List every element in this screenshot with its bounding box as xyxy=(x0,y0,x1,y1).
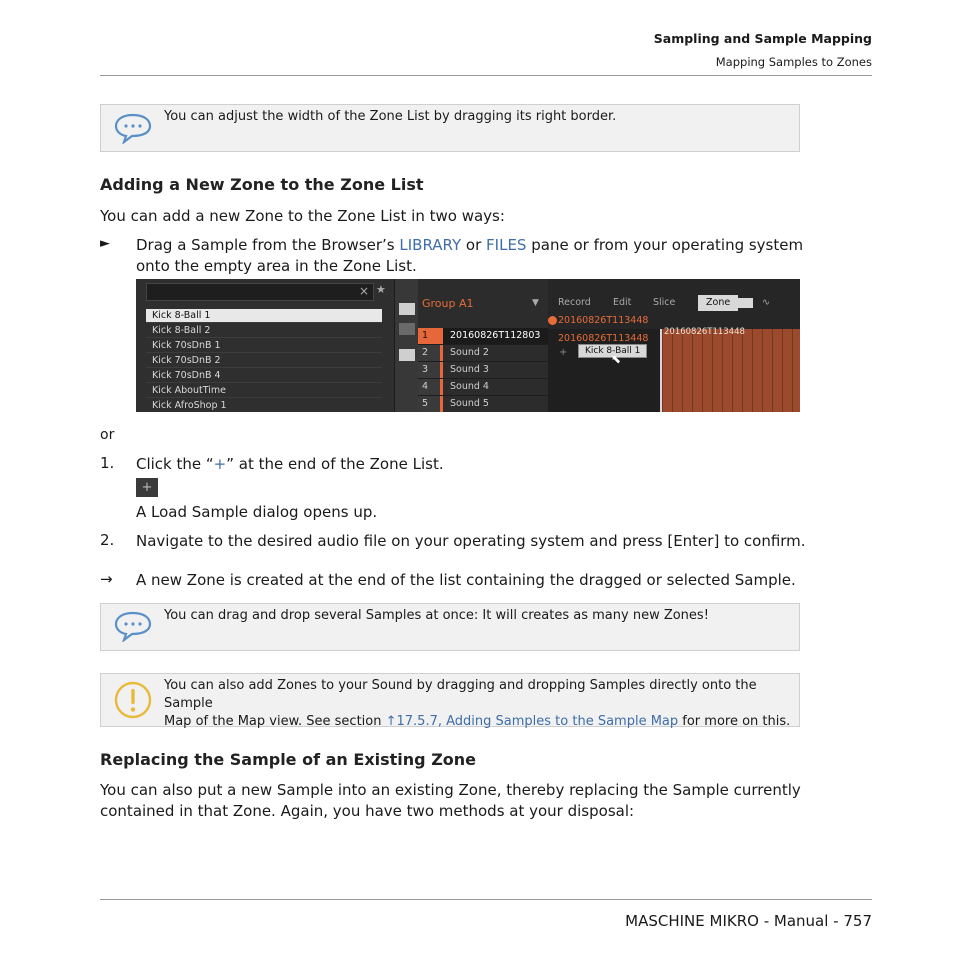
sound-slot[interactable] xyxy=(418,379,548,396)
library-link[interactable]: LIBRARY xyxy=(399,236,462,254)
bullet-marker: ► xyxy=(100,236,110,251)
browser-item[interactable]: Kick 8-Ball 1 xyxy=(146,309,382,323)
intro-paragraph: You can add a new Zone to the Zone List in two ways: xyxy=(100,207,505,225)
step-number: 1. xyxy=(100,454,115,472)
waveform-icon[interactable]: ∿ xyxy=(762,297,770,308)
step1-result: A Load Sample dialog opens up. xyxy=(136,503,378,521)
section-heading: Adding a New Zone to the Zone List xyxy=(100,175,424,194)
step-text: ” at the end of the Zone List. xyxy=(226,455,444,473)
warning-text-after: for more on this. xyxy=(678,714,791,729)
group-name[interactable]: Group A1 xyxy=(422,297,474,310)
sound-name: Sound 3 xyxy=(450,364,489,375)
sound-number: 2 xyxy=(418,345,440,361)
color-bar xyxy=(440,345,443,361)
software-screenshot xyxy=(136,279,800,412)
bullet-text-after: pane or from your operating system xyxy=(526,236,804,254)
browser-item[interactable]: Kick AboutTime xyxy=(146,384,382,398)
section-heading: Replacing the Sample of an Existing Zone xyxy=(100,750,477,769)
tab-edit[interactable]: Edit xyxy=(613,297,632,308)
exclamation-icon xyxy=(113,680,153,720)
files-link[interactable]: FILES xyxy=(486,236,527,254)
sound-slot[interactable] xyxy=(418,328,548,345)
paragraph-line: You can also put a new Sample into an existing Zone, thereby replacing the Sample currently xyxy=(100,781,801,799)
waveform-icon[interactable] xyxy=(399,349,415,361)
browser-item[interactable]: Kick 70sDnB 2 xyxy=(146,354,382,368)
sample-map-label: 20160826T113448 xyxy=(664,327,745,337)
sound-name: Sound 4 xyxy=(450,381,489,392)
sound-number: 1 xyxy=(418,328,440,344)
warning-text-before: Map of the Map view. See section xyxy=(164,714,386,729)
sound-number: 4 xyxy=(418,379,440,395)
step-text: Click the “ xyxy=(136,455,214,473)
sampling-tabs xyxy=(548,295,800,311)
zone-list[interactable] xyxy=(548,329,660,412)
list-view-icon[interactable] xyxy=(399,303,415,315)
browser-item[interactable]: Kick 70sDnB 4 xyxy=(146,369,382,383)
step1-text xyxy=(136,454,444,475)
section-link[interactable]: ↑17.5.7, Adding Samples to the Sample Map xyxy=(385,714,679,729)
header-divider xyxy=(100,75,872,76)
sample-map[interactable] xyxy=(660,329,800,412)
dragged-sample: Kick 8-Ball 1 xyxy=(578,344,647,358)
color-bar xyxy=(440,362,443,378)
section-title: Sampling and Sample Mapping xyxy=(653,31,872,46)
color-bar xyxy=(440,379,443,395)
footer-divider xyxy=(100,899,872,900)
warning-line: You can also add Zones to your Sound by dragging and dropping Samples directly onto the Sample xyxy=(164,678,757,711)
browser-item[interactable]: Kick AfroShop 1 xyxy=(146,399,382,412)
color-bar xyxy=(440,396,443,412)
or-text: or xyxy=(100,427,115,443)
color-bar xyxy=(440,328,443,344)
warning-box xyxy=(100,673,800,727)
add-zone-button-image: + xyxy=(136,478,158,497)
tab-zone[interactable]: Zone xyxy=(698,295,738,311)
tab-slice[interactable]: Slice xyxy=(653,297,676,308)
sampling-pane xyxy=(548,279,800,412)
result-arrow: → xyxy=(100,570,113,588)
sound-name: Sound 5 xyxy=(450,398,489,409)
sound-slot[interactable] xyxy=(418,362,548,379)
bullet-text: Drag a Sample from the Browser’s xyxy=(136,236,400,254)
list-icon[interactable] xyxy=(737,298,753,308)
browser-item[interactable]: Kick 8-Ball 2 xyxy=(146,324,382,338)
tip-box xyxy=(100,603,800,651)
paragraph-line: contained in that Zone. Again, you have two methods at your disposal: xyxy=(100,802,635,820)
sound-name: 20160826T112803 xyxy=(450,330,541,341)
tip-box xyxy=(100,104,800,152)
browser-pane xyxy=(136,279,394,412)
step-number: 2. xyxy=(100,531,115,549)
zone-sample-name: 20160826T113448 xyxy=(558,315,649,326)
subsection-title: Mapping Samples to Zones xyxy=(715,55,872,69)
bullet-line2: onto the empty area in the Zone List. xyxy=(136,257,417,275)
clear-icon[interactable]: × xyxy=(358,284,369,298)
group-pane xyxy=(418,279,548,412)
browser-search-field[interactable] xyxy=(146,283,374,301)
play-icon[interactable] xyxy=(548,316,557,325)
plus-glyph: + xyxy=(213,455,227,473)
add-zone-button[interactable]: + xyxy=(559,347,568,358)
zone-list-item[interactable]: 20160826T113448 xyxy=(558,333,649,344)
list-view-icon[interactable] xyxy=(399,323,415,335)
tip-text: You can drag and drop several Samples at once: It will creates as many new Zones! xyxy=(164,608,709,623)
tip-text: You can adjust the width of the Zone List by dragging its right border. xyxy=(164,109,617,124)
speech-bubble-icon xyxy=(113,610,153,642)
sound-number: 5 xyxy=(418,396,440,412)
speech-bubble-icon xyxy=(113,112,153,144)
sound-slot[interactable] xyxy=(418,345,548,362)
sound-slot[interactable] xyxy=(418,396,548,412)
cursor-icon: ⬉ xyxy=(611,352,622,366)
star-icon[interactable]: ★ xyxy=(376,283,386,296)
bullet-line1 xyxy=(136,235,804,256)
page-footer: MASCHINE MIKRO - Manual - 757 xyxy=(625,912,872,930)
browser-item[interactable]: Kick 70sDnB 1 xyxy=(146,339,382,353)
warning-line xyxy=(164,713,793,731)
sound-name: Sound 2 xyxy=(450,347,489,358)
step2-text: Navigate to the desired audio file on your operating system and press [Enter] to confirm. xyxy=(136,532,806,550)
result-text: A new Zone is created at the end of the list containing the dragged or selected Sample. xyxy=(136,571,796,589)
tab-record[interactable]: Record xyxy=(558,297,591,308)
tool-strip xyxy=(394,279,420,412)
warning-text xyxy=(164,677,793,731)
sound-number: 3 xyxy=(418,362,440,378)
bullet-text-or: or xyxy=(461,236,487,254)
dropdown-arrow-icon[interactable]: ▼ xyxy=(532,298,539,308)
